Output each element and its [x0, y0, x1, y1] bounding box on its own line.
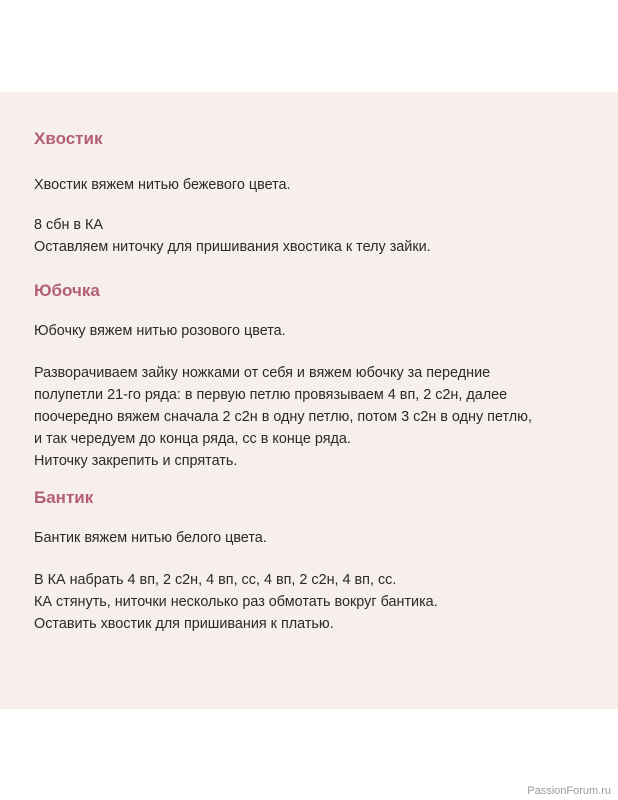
section-heading-bow: Бантик: [34, 488, 94, 507]
paragraph-line: 8 сбн в КА: [34, 217, 104, 233]
paragraph-line: Оставляем ниточку для пришивания хвостика к телу зайки.: [34, 239, 431, 255]
paragraph-line: Оставить хвостик для пришивания к платью.: [34, 616, 334, 632]
section-heading-skirt: Юбочка: [34, 281, 100, 300]
paragraph-line: и так чередуем до конца ряда, сс в конце ряда.: [34, 431, 351, 447]
paragraph-line: Юбочку вяжем нитью розового цвета.: [34, 323, 286, 339]
paragraph-line: поочередно вяжем сначала 2 с2н в одну петлю, потом 3 с2н в одну петлю,: [34, 409, 532, 425]
content-panel: [0, 92, 618, 709]
paragraph-line: Разворачиваем зайку ножками от себя и вяжем юбочку за передние: [34, 365, 491, 381]
paragraph-line: Хвостик вяжем нитью бежевого цвета.: [34, 177, 291, 193]
paragraph-line: В КА набрать 4 вп, 2 с2н, 4 вп, сс, 4 вп, 2 с2н, 4 вп, сс.: [34, 572, 397, 588]
paragraph-line: Ниточку закрепить и спрятать.: [34, 453, 238, 469]
section-heading-tail: Хвостик: [34, 129, 103, 148]
paragraph-line: КА стянуть, ниточки несколько раз обмотать вокруг бантика.: [34, 594, 438, 610]
paragraph-line: Бантик вяжем нитью белого цвета.: [34, 530, 267, 546]
paragraph-line: полупетли 21-го ряда: в первую петлю провязываем 4 вп, 2 с2н, далее: [34, 387, 508, 403]
site-watermark: PassionForum.ru: [527, 785, 611, 797]
